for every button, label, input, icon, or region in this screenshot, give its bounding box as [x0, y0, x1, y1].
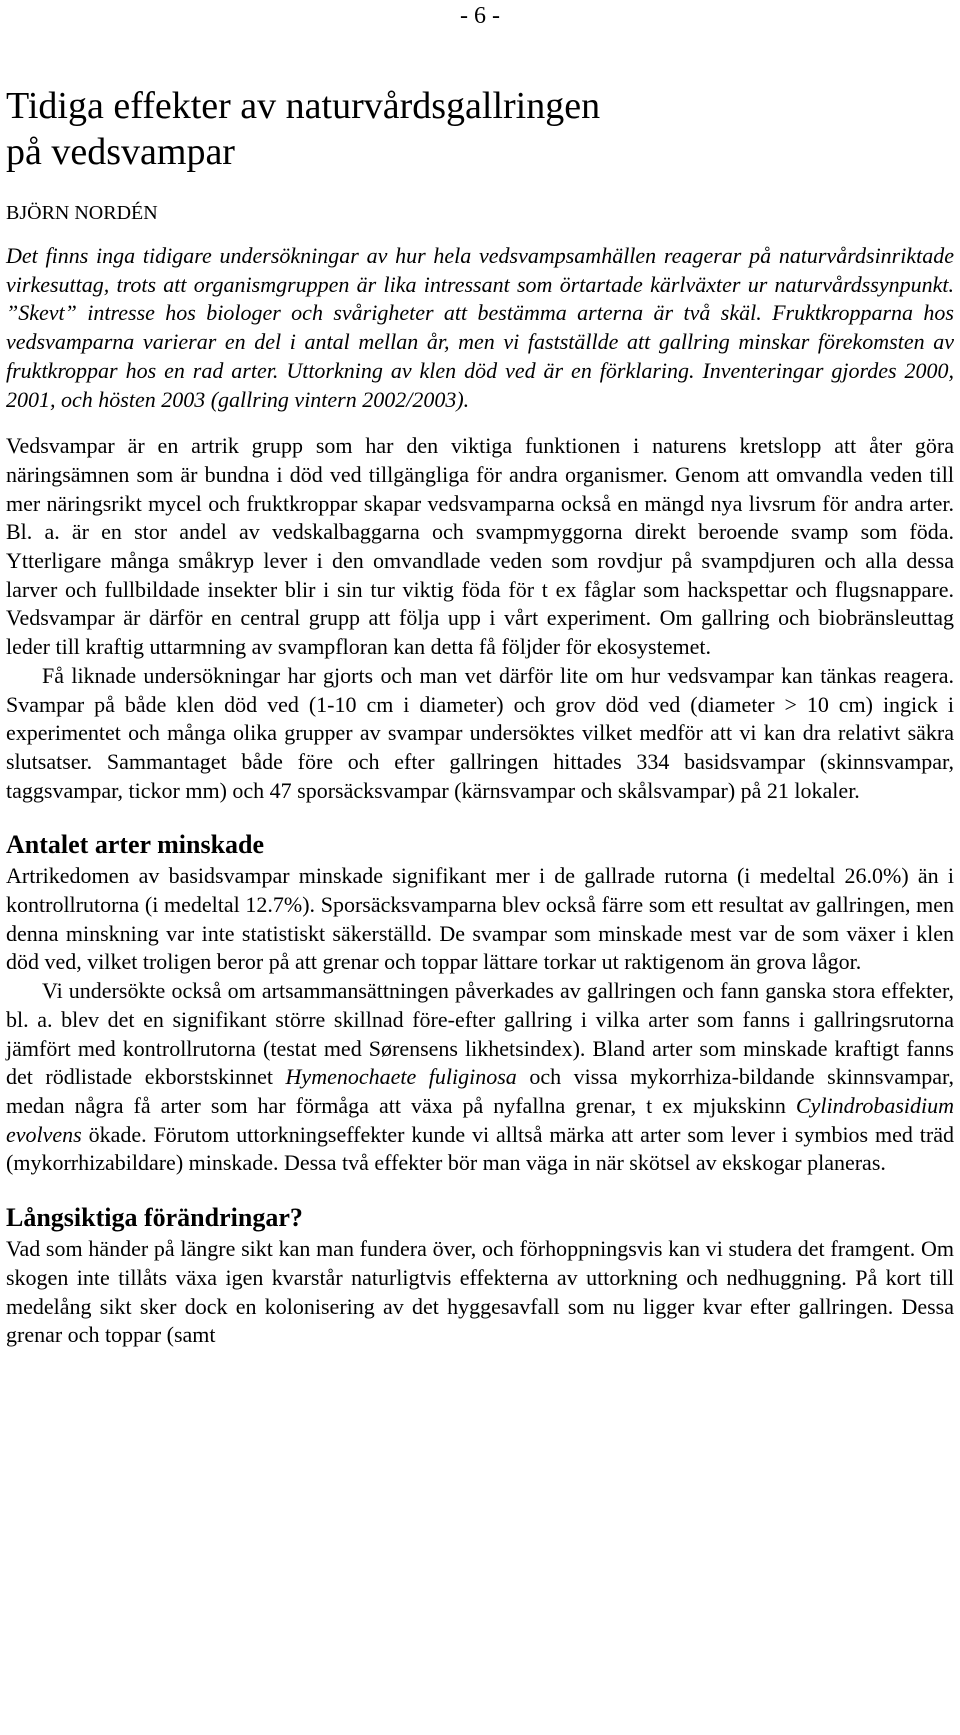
intro-paragraph-1: Vedsvampar är en artrik grupp som har den viktiga funktionen i naturens kretslopp att åter göra näringsämnen som är bundna i död ved tillgängliga för andra organismer. Genom att omvandla veden till mer näringsrikt mycel och fruktkroppar skapar vedsvamparna också en mängd nya livsrum för andra arter. Bl. a. är en stor andel av vedskalbaggarna och svampmyggorna direkt beroende svamp som föda. Ytterligare många småkryp lever i den omvandlade veden som rovdjur på svampdjuren och alla dessa larver och fullbildade insekter blir i sin tur viktig föda för t ex fåglar som hackspettar och flugsnappare. Vedsvampar är därför en central grupp att följa upp i vårt experiment. Om gallring och biobränsleuttag leder till kraftig uttarmning av svampfloran kan detta få följder för ekosystemet. [6, 433, 954, 660]
intro-paragraph-2: Få liknade undersökningar har gjorts och man vet därför lite om hur vedsvampar kan tänkas reagera. Svampar på både klen död ved (1-10 cm i diameter) och grov död ved (diameter > 10 cm) ingick i experimentet och många olika grupper av svampar undersöktes vilket medför att vi kan dra relativt säkra slutsatser. Sammantaget både före och efter gallringen hittades 334 basidsvampar (skinnsvampar, taggsvampar, tickor mm) och 47 sporsäcksvampar (kärnsvampar och skålsvampar) på 21 lokaler. [6, 662, 954, 803]
section-paragraph-1: Artrikedomen av basidsvampar minskade signifikant mer i de gallrade rutorna (i medeltal 26.0%) än i kontrollrutorna (i medeltal 12.7%). Sporsäcksvamparna blev också färre som ett resultat av gallringen, men denna minskning var inte statistiskt säkerställd. De svampar som minskade mest var de som växer i klen död ved, vilket troligen beror på att grenar och toppar lättare torkar ut raktigenom än grova lågor. [6, 863, 954, 975]
title-line-2: på vedsvampar [6, 131, 235, 173]
author-name: BJÖRN NORDÉN [6, 202, 158, 224]
section-long-term [6, 1202, 954, 1350]
section-species-decline [6, 829, 954, 1178]
paragraph-text-part: och vissa mykorrhiza-bildande skinnsvampar, medan några få arter som har förmåga att växa på nyfallna grenar, t ex mjukskinn [6, 1064, 955, 1118]
section-paragraph-2 [6, 977, 954, 1178]
page-number: - 6 - [460, 3, 500, 29]
title-line-1: Tidiga effekter av naturvårdsgallringen [6, 85, 601, 127]
paragraph-text-part: ökade. Förutom uttorkningseffekter kunde vi alltså märka att arter som lever i symbios med träd (mykorrhizabildare) minskade. Dessa två effekter bör man väga in när skötsel av ekskogar planeras. [6, 1121, 954, 1176]
paragraph-text-part: Vi undersökte också om artsammansättningen påverkades av gallringen och fann ganska stora effekter, bl. a. blev det en signifikant större skillnad före-efter gallring i vilka arter som fanns i gallringsrutorna jämfört med kontrollrutorna (testat med Sørensens likhetsindex). Bland arter som minskade kraftigt fanns det rödlistade ekborstskinnet [6, 978, 954, 1090]
section-heading: Långsiktiga förändringar? [6, 1203, 303, 1233]
article-title [6, 83, 954, 175]
article [6, 83, 954, 1350]
species-name: Cylindrobasidium evolvens [6, 1092, 954, 1147]
section-paragraph-1: Vad som händer på längre sikt kan man fundera över, och förhoppningsvis kan vi studera det framgent. Om skogen inte tillåts växa igen kvarstår naturligtvis effekterna av uttorkning och nedhuggning. På kort till medelång sikt sker dock en kolonisering av det hyggesavfall som nu ligger kvar efter gallringen. Dessa grenar och toppar (samt [6, 1236, 954, 1348]
species-name: Hymenochaete fuliginosa [285, 1064, 517, 1090]
intro-text [6, 432, 954, 805]
abstract: Det finns inga tidigare undersökningar av hur hela vedsvampsamhällen reagerar på naturvårdsinriktade virkesuttag, trots att organismgruppen är lika intressant som örtartade kärlväxter ur naturvårdssynpunkt. ”Skevt” intresse hos biologer och svårigheter att bestämma arterna är två skäl. Fruktkropparna hos vedsvamparna varierar en del i antal mellan år, men vi fastställde att gallring minskar förekomsten av fruktkroppar hos en rad arter. Uttorkning av klen död ved är en förklaring. Inventeringar gjordes 2000, 2001, och hösten 2003 (gallring vintern 2002/2003). [6, 243, 954, 412]
section-heading: Antalet arter minskade [6, 830, 265, 860]
